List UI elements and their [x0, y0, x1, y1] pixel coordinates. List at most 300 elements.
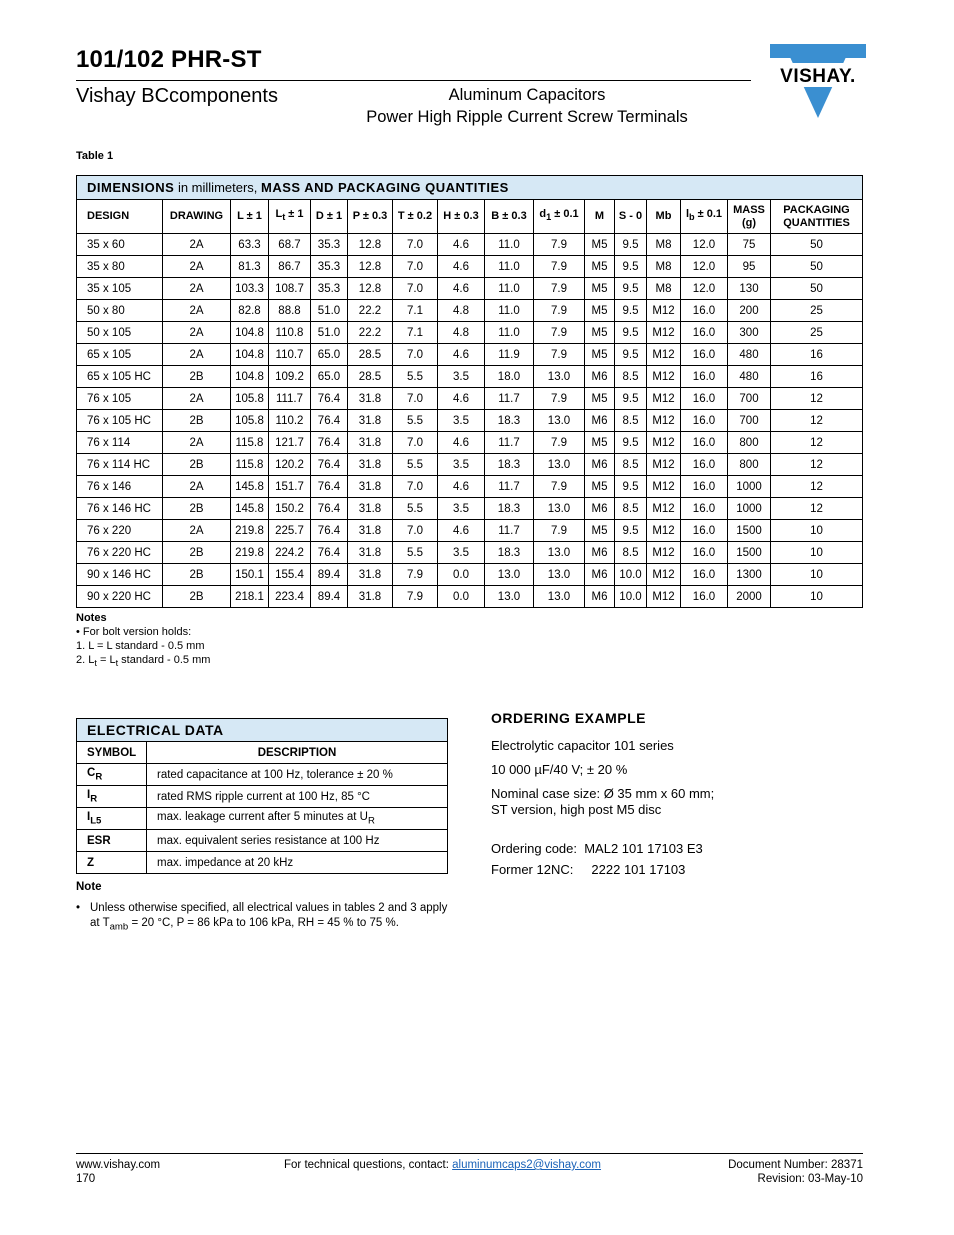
- table-cell: 11.0: [485, 278, 534, 300]
- table-cell: 145.8: [231, 476, 269, 498]
- table-cell: 28.5: [348, 344, 393, 366]
- table-cell: 150.2: [269, 498, 311, 520]
- dimensions-header-row: [77, 200, 863, 234]
- table-cell: 16.0: [681, 410, 728, 432]
- table-cell: 7.0: [393, 476, 438, 498]
- table-cell: 16.0: [681, 388, 728, 410]
- table-cell: M6: [585, 410, 615, 432]
- table-cell: 11.7: [485, 476, 534, 498]
- table-cell: 3.5: [438, 366, 485, 388]
- table-cell: 76.4: [311, 388, 348, 410]
- table-cell: 13.0: [534, 410, 585, 432]
- table-cell: 31.8: [348, 476, 393, 498]
- table-cell: 76.4: [311, 476, 348, 498]
- table-cell: 10: [771, 586, 863, 608]
- table-cell: 7.9: [534, 322, 585, 344]
- electrical-note-heading: Note: [76, 881, 102, 893]
- table-cell: 16.0: [681, 432, 728, 454]
- table-cell: M12: [647, 564, 681, 586]
- table-cell: M6: [585, 366, 615, 388]
- table-cell: 800: [728, 432, 771, 454]
- table-cell: 2A: [163, 432, 231, 454]
- table-cell: 12.0: [681, 234, 728, 256]
- design-cell: 35 x 60: [77, 234, 163, 256]
- notes-heading: Notes: [76, 612, 107, 624]
- col-design: DESIGN: [77, 200, 163, 234]
- table-cell: 8.5: [615, 410, 647, 432]
- table-cell: 2A: [163, 322, 231, 344]
- table-row: [77, 234, 863, 256]
- table-cell: 2B: [163, 586, 231, 608]
- footer-contact-prefix: For technical questions, contact:: [284, 1159, 453, 1171]
- table-cell: 219.8: [231, 542, 269, 564]
- table-cell: 110.7: [269, 344, 311, 366]
- table-cell: 7.0: [393, 234, 438, 256]
- table-cell: M6: [585, 542, 615, 564]
- table-cell: 7.1: [393, 322, 438, 344]
- table-cell: 2B: [163, 410, 231, 432]
- table-cell: 31.8: [348, 432, 393, 454]
- table-cell: 104.8: [231, 344, 269, 366]
- table-cell: M5: [585, 256, 615, 278]
- ordering-line-2: 10 000 µF/40 V; ± 20 %: [491, 762, 628, 777]
- table-cell: 800: [728, 454, 771, 476]
- table-cell: M5: [585, 300, 615, 322]
- table-cell: 7.0: [393, 278, 438, 300]
- table-cell: 76.4: [311, 454, 348, 476]
- col-m: M: [585, 200, 615, 234]
- table-cell: 2A: [163, 256, 231, 278]
- table-cell: 18.3: [485, 454, 534, 476]
- table-cell: 88.8: [269, 300, 311, 322]
- table-row: [77, 586, 863, 608]
- col-s: S - 0: [615, 200, 647, 234]
- table-cell: 2A: [163, 388, 231, 410]
- description-cell: rated RMS ripple current at 100 Hz, 85 °C: [147, 786, 448, 808]
- table-cell: 95: [728, 256, 771, 278]
- design-cell: 35 x 105: [77, 278, 163, 300]
- bullet-dot: •: [76, 902, 81, 914]
- design-cell: 65 x 105 HC: [77, 366, 163, 388]
- table-cell: 150.1: [231, 564, 269, 586]
- table-cell: 16: [771, 344, 863, 366]
- symbol-cell: Z: [77, 852, 147, 874]
- col-symbol: SYMBOL: [77, 742, 147, 764]
- table-cell: 16.0: [681, 564, 728, 586]
- table-cell: 4.6: [438, 256, 485, 278]
- table-cell: 7.9: [534, 388, 585, 410]
- notes-bullet: • For bolt version holds:: [76, 626, 192, 638]
- table-cell: 13.0: [534, 498, 585, 520]
- electrical-header-row: [77, 742, 448, 764]
- table-cell: 81.3: [231, 256, 269, 278]
- description-cell: max. impedance at 20 kHz: [147, 852, 448, 874]
- table-cell: 12.8: [348, 234, 393, 256]
- table-cell: 51.0: [311, 300, 348, 322]
- symbol-cell: $I_R$: [77, 786, 147, 808]
- table-cell: M5: [585, 344, 615, 366]
- table-cell: 4.6: [438, 520, 485, 542]
- table-cell: 104.8: [231, 322, 269, 344]
- table-cell: 5.5: [393, 366, 438, 388]
- table-cell: M12: [647, 586, 681, 608]
- notes-line-1: 1. L = L standard - 0.5 mm: [76, 640, 205, 652]
- table-cell: 4.8: [438, 322, 485, 344]
- electrical-row: [77, 808, 448, 830]
- table-cell: 76.4: [311, 498, 348, 520]
- table-cell: 12.0: [681, 256, 728, 278]
- col-mb: Mb: [647, 200, 681, 234]
- table-cell: 10.0: [615, 564, 647, 586]
- title-rule: [76, 80, 751, 81]
- table-cell: 16.0: [681, 322, 728, 344]
- table-cell: 35.3: [311, 278, 348, 300]
- table-cell: 5.5: [393, 542, 438, 564]
- subtitle: [330, 84, 724, 128]
- table-cell: 2B: [163, 564, 231, 586]
- design-cell: 76 x 146: [77, 476, 163, 498]
- footer-contact: [284, 1158, 601, 1172]
- design-cell: 76 x 220: [77, 520, 163, 542]
- table-cell: 7.0: [393, 520, 438, 542]
- table-cell: 12.0: [681, 278, 728, 300]
- table-cell: 2A: [163, 344, 231, 366]
- symbol-cell: $C_R$: [77, 764, 147, 786]
- table-cell: 13.0: [534, 586, 585, 608]
- table-cell: 2A: [163, 300, 231, 322]
- table-cell: 10: [771, 542, 863, 564]
- table-cell: M8: [647, 256, 681, 278]
- col-packaging: PACKAGING QUANTITIES: [771, 200, 863, 234]
- col-description: DESCRIPTION: [147, 742, 448, 764]
- table-cell: 65.0: [311, 366, 348, 388]
- table-cell: 10: [771, 520, 863, 542]
- table-cell: 8.5: [615, 542, 647, 564]
- table-cell: 9.5: [615, 278, 647, 300]
- design-cell: 76 x 105: [77, 388, 163, 410]
- table-cell: 25: [771, 322, 863, 344]
- table-row: [77, 454, 863, 476]
- table-cell: 2B: [163, 454, 231, 476]
- table-label: Table 1: [76, 150, 114, 162]
- former-12nc: Former 12NC: 2222 101 17103: [491, 862, 686, 877]
- table-cell: 11.7: [485, 388, 534, 410]
- table-cell: 16.0: [681, 476, 728, 498]
- table-cell: 12: [771, 454, 863, 476]
- design-cell: 76 x 146 HC: [77, 498, 163, 520]
- dimensions-caption: [77, 176, 863, 200]
- brand-name: Vishay BCcomponents: [76, 85, 278, 107]
- table-cell: 31.8: [348, 542, 393, 564]
- table-cell: 76.4: [311, 520, 348, 542]
- table-cell: 700: [728, 410, 771, 432]
- table-cell: 11.7: [485, 432, 534, 454]
- table-cell: 63.3: [231, 234, 269, 256]
- subtitle-line-1: Aluminum Capacitors: [448, 86, 606, 104]
- table-row: [77, 410, 863, 432]
- electrical-body: [77, 764, 448, 874]
- table-cell: 219.8: [231, 520, 269, 542]
- table-cell: 480: [728, 344, 771, 366]
- table-cell: 12: [771, 410, 863, 432]
- dimensions-table: [76, 175, 863, 608]
- table-cell: 11.9: [485, 344, 534, 366]
- table-cell: 111.7: [269, 388, 311, 410]
- table-cell: M6: [585, 586, 615, 608]
- table-cell: 4.6: [438, 278, 485, 300]
- table-cell: 700: [728, 388, 771, 410]
- design-cell: 35 x 80: [77, 256, 163, 278]
- table-cell: 11.0: [485, 256, 534, 278]
- table-cell: 7.0: [393, 388, 438, 410]
- table-cell: 7.9: [534, 344, 585, 366]
- table-cell: 2A: [163, 476, 231, 498]
- table-cell: 7.9: [393, 586, 438, 608]
- table-cell: 31.8: [348, 586, 393, 608]
- col-p: P ± 0.3: [348, 200, 393, 234]
- table-cell: 0.0: [438, 564, 485, 586]
- table-cell: 9.5: [615, 432, 647, 454]
- table-cell: 7.9: [534, 432, 585, 454]
- footer-website[interactable]: www.vishay.com: [76, 1159, 161, 1171]
- table-cell: 4.6: [438, 234, 485, 256]
- description-cell: max. leakage current after 5 minutes at $U_R$: [147, 808, 448, 830]
- table-cell: 16.0: [681, 520, 728, 542]
- table-cell: 2A: [163, 234, 231, 256]
- table-cell: 1000: [728, 498, 771, 520]
- table-cell: 225.7: [269, 520, 311, 542]
- table-cell: M6: [585, 454, 615, 476]
- table-cell: M12: [647, 344, 681, 366]
- table-cell: 16.0: [681, 366, 728, 388]
- table-cell: M8: [647, 278, 681, 300]
- table-cell: 4.6: [438, 476, 485, 498]
- table-cell: 109.2: [269, 366, 311, 388]
- table-row: [77, 344, 863, 366]
- table-row: [77, 300, 863, 322]
- table-cell: 13.0: [534, 366, 585, 388]
- table-cell: 110.2: [269, 410, 311, 432]
- page-title: 101/102 PHR-ST: [76, 46, 262, 73]
- table-cell: 13.0: [485, 564, 534, 586]
- table-cell: 89.4: [311, 586, 348, 608]
- table-cell: 31.8: [348, 498, 393, 520]
- caption-mass: MASS AND PACKAGING QUANTITIES: [261, 180, 509, 195]
- table-cell: 16.0: [681, 586, 728, 608]
- table-cell: 16.0: [681, 454, 728, 476]
- col-drawing: DRAWING: [163, 200, 231, 234]
- table-cell: M5: [585, 278, 615, 300]
- table-cell: M6: [585, 564, 615, 586]
- footer-page-number: 170: [76, 1173, 96, 1185]
- table-cell: 130: [728, 278, 771, 300]
- col-mass: MASS (g): [728, 200, 771, 234]
- table-cell: 9.5: [615, 476, 647, 498]
- table-notes: [76, 611, 210, 670]
- table-cell: 12.8: [348, 278, 393, 300]
- caption-dimensions: DIMENSIONS: [87, 180, 175, 195]
- table-cell: M12: [647, 542, 681, 564]
- table-cell: 5.5: [393, 498, 438, 520]
- table-cell: M12: [647, 322, 681, 344]
- table-cell: 115.8: [231, 454, 269, 476]
- col-t: T ± 0.2: [393, 200, 438, 234]
- table-cell: 12: [771, 476, 863, 498]
- table-cell: 2A: [163, 520, 231, 542]
- table-cell: 89.4: [311, 564, 348, 586]
- table-cell: 22.2: [348, 300, 393, 322]
- table-cell: 2A: [163, 278, 231, 300]
- contact-email-link[interactable]: aluminumcaps2@vishay.com: [452, 1159, 602, 1171]
- table-cell: 3.5: [438, 542, 485, 564]
- table-cell: 223.4: [269, 586, 311, 608]
- table-cell: 82.8: [231, 300, 269, 322]
- ordering-line-1: Electrolytic capacitor 101 series: [491, 738, 674, 753]
- design-cell: 50 x 80: [77, 300, 163, 322]
- table-cell: 2B: [163, 366, 231, 388]
- electrical-data-table: [76, 718, 448, 874]
- table-cell: 5.5: [393, 410, 438, 432]
- table-row: [77, 388, 863, 410]
- table-cell: 145.8: [231, 498, 269, 520]
- table-cell: 11.0: [485, 300, 534, 322]
- table-cell: 16.0: [681, 498, 728, 520]
- table-cell: M5: [585, 432, 615, 454]
- table-cell: 3.5: [438, 498, 485, 520]
- table-cell: 2000: [728, 586, 771, 608]
- table-cell: 16.0: [681, 300, 728, 322]
- table-cell: 200: [728, 300, 771, 322]
- table-cell: M12: [647, 410, 681, 432]
- table-cell: 35.3: [311, 234, 348, 256]
- table-cell: 4.6: [438, 432, 485, 454]
- table-cell: 13.0: [534, 454, 585, 476]
- table-cell: 18.0: [485, 366, 534, 388]
- table-cell: M12: [647, 432, 681, 454]
- table-cell: 155.4: [269, 564, 311, 586]
- design-cell: 76 x 114 HC: [77, 454, 163, 476]
- table-cell: M5: [585, 520, 615, 542]
- symbol-cell: ESR: [77, 830, 147, 852]
- table-cell: M5: [585, 388, 615, 410]
- col-l: L ± 1: [231, 200, 269, 234]
- table-cell: 224.2: [269, 542, 311, 564]
- table-row: [77, 278, 863, 300]
- col-d1: $d_1 \pm 0.1$: [534, 200, 585, 234]
- table-cell: 1300: [728, 564, 771, 586]
- table-cell: 28.5: [348, 366, 393, 388]
- table-cell: 7.9: [534, 234, 585, 256]
- table-cell: 105.8: [231, 388, 269, 410]
- table-cell: 7.0: [393, 344, 438, 366]
- electrical-row: [77, 764, 448, 786]
- design-cell: 50 x 105: [77, 322, 163, 344]
- table-cell: 9.5: [615, 322, 647, 344]
- dimensions-body: [77, 234, 863, 608]
- table-cell: 9.5: [615, 344, 647, 366]
- footer-document-number: Document Number: 28371: [728, 1159, 863, 1171]
- table-cell: 11.0: [485, 234, 534, 256]
- table-cell: 12: [771, 388, 863, 410]
- table-cell: 16: [771, 366, 863, 388]
- table-row: [77, 476, 863, 498]
- table-cell: 105.8: [231, 410, 269, 432]
- table-cell: 8.5: [615, 366, 647, 388]
- design-cell: 90 x 146 HC: [77, 564, 163, 586]
- table-cell: 103.3: [231, 278, 269, 300]
- table-cell: 4.6: [438, 344, 485, 366]
- ordering-code: Ordering code: MAL2 101 17103 E3: [491, 841, 703, 856]
- table-cell: M12: [647, 366, 681, 388]
- table-cell: 3.5: [438, 410, 485, 432]
- table-cell: 16.0: [681, 542, 728, 564]
- design-cell: 76 x 105 HC: [77, 410, 163, 432]
- table-cell: 8.5: [615, 454, 647, 476]
- table-cell: 5.5: [393, 454, 438, 476]
- table-cell: 31.8: [348, 454, 393, 476]
- electrical-row: [77, 830, 448, 852]
- table-cell: 9.5: [615, 234, 647, 256]
- table-cell: 18.3: [485, 498, 534, 520]
- footer-left: [76, 1158, 160, 1186]
- table-cell: 22.2: [348, 322, 393, 344]
- design-cell: 76 x 220 HC: [77, 542, 163, 564]
- table-cell: 4.8: [438, 300, 485, 322]
- table-cell: M5: [585, 322, 615, 344]
- table-cell: 1000: [728, 476, 771, 498]
- table-cell: M5: [585, 234, 615, 256]
- table-cell: 9.5: [615, 520, 647, 542]
- table-cell: 218.1: [231, 586, 269, 608]
- table-cell: 108.7: [269, 278, 311, 300]
- table-row: [77, 520, 863, 542]
- table-cell: 0.0: [438, 586, 485, 608]
- table-cell: 35.3: [311, 256, 348, 278]
- col-h: H ± 0.3: [438, 200, 485, 234]
- table-cell: 50: [771, 278, 863, 300]
- table-cell: M12: [647, 498, 681, 520]
- table-cell: 31.8: [348, 388, 393, 410]
- ordering-heading: ORDERING EXAMPLE: [491, 710, 647, 726]
- table-row: [77, 542, 863, 564]
- table-cell: 3.5: [438, 454, 485, 476]
- table-cell: 7.9: [534, 476, 585, 498]
- table-cell: 76.4: [311, 410, 348, 432]
- table-cell: 300: [728, 322, 771, 344]
- logo-text: VISHAY.: [780, 66, 856, 87]
- table-cell: M12: [647, 476, 681, 498]
- table-cell: M12: [647, 388, 681, 410]
- table-cell: 480: [728, 366, 771, 388]
- footer-right: [728, 1158, 863, 1186]
- table-cell: 4.6: [438, 388, 485, 410]
- col-lt: $L_t \pm 1$: [269, 200, 311, 234]
- table-cell: 10: [771, 564, 863, 586]
- ordering-line-4: ST version, high post M5 disc: [491, 802, 662, 817]
- table-cell: 86.7: [269, 256, 311, 278]
- table-cell: 1500: [728, 542, 771, 564]
- table-cell: 7.9: [534, 300, 585, 322]
- table-cell: 104.8: [231, 366, 269, 388]
- table-cell: 7.9: [393, 564, 438, 586]
- electrical-caption: ELECTRICAL DATA: [77, 719, 448, 742]
- table-cell: 68.7: [269, 234, 311, 256]
- table-cell: 8.5: [615, 498, 647, 520]
- table-cell: 16.0: [681, 344, 728, 366]
- table-cell: 75: [728, 234, 771, 256]
- table-cell: 1500: [728, 520, 771, 542]
- table-row: [77, 564, 863, 586]
